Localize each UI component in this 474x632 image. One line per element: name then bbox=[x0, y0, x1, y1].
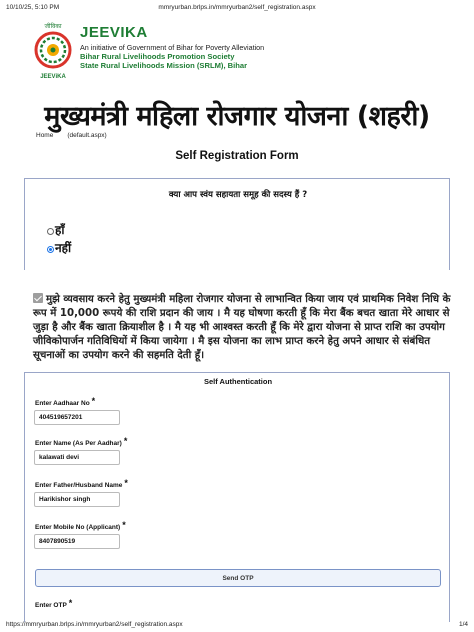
footer-url: https://mmryurban.brlps.in/mmryurban2/self_registration.aspx bbox=[6, 621, 183, 628]
otp-label bbox=[35, 599, 72, 609]
brand-mission: State Rural Livelihoods Mission (SRLM), Bihar bbox=[80, 61, 248, 70]
aadhaar-input[interactable]: 404519657201 bbox=[34, 410, 120, 425]
jeevika-emblem-icon bbox=[30, 20, 76, 84]
name-label-text: Enter Name (As Per Aadhar) bbox=[35, 440, 122, 447]
brand-name: JEEVIKA bbox=[80, 24, 148, 41]
required-mark: * bbox=[122, 520, 126, 530]
name-input[interactable]: kalawati devi bbox=[34, 450, 120, 465]
brand-tagline: An initiative of Government of Bihar for Poverty Alleviation bbox=[80, 43, 265, 52]
breadcrumb-current[interactable]: (default.aspx) bbox=[67, 132, 107, 139]
self-authentication-panel bbox=[24, 372, 450, 622]
mobile-input[interactable]: 8407890519 bbox=[34, 534, 120, 549]
consent-checkbox[interactable] bbox=[33, 293, 43, 303]
otp-label-text: Enter OTP bbox=[35, 602, 67, 609]
required-mark: * bbox=[124, 478, 128, 488]
radio-yes-label: हाँ bbox=[55, 223, 65, 237]
print-url: mmryurban.brlps.in/mmryurban2/self_registration.aspx bbox=[158, 4, 316, 11]
breadcrumb-home-link[interactable]: Home bbox=[36, 132, 54, 139]
send-otp-button[interactable]: Send OTP bbox=[35, 569, 441, 587]
name-label bbox=[35, 437, 127, 447]
auth-title: Self Authentication bbox=[203, 377, 273, 386]
page-title: मुख्यमंत्री महिला रोजगार योजना (शहरी) bbox=[44, 101, 430, 132]
radio-option-yes[interactable] bbox=[47, 221, 64, 238]
print-datetime: 10/10/25, 5:10 PM bbox=[6, 4, 60, 11]
required-mark: * bbox=[123, 436, 128, 446]
shg-question-panel bbox=[24, 178, 450, 270]
breadcrumb bbox=[36, 132, 107, 139]
brand-text bbox=[80, 24, 264, 70]
mobile-label-text: Enter Mobile No (Applicant) bbox=[35, 524, 121, 531]
required-mark: * bbox=[68, 598, 73, 608]
aadhaar-label bbox=[35, 397, 95, 407]
required-mark: * bbox=[91, 396, 96, 406]
print-footer bbox=[0, 620, 474, 632]
consent-declaration bbox=[33, 292, 451, 363]
radio-no[interactable] bbox=[47, 246, 54, 253]
form-title: Self Registration Form bbox=[175, 150, 299, 162]
radio-option-no[interactable] bbox=[47, 239, 71, 256]
brand-header bbox=[30, 20, 450, 84]
mobile-label bbox=[35, 521, 126, 531]
logo-bottom-text: JEEViKA bbox=[40, 74, 66, 80]
aadhaar-label-text: Enter Aadhaar No bbox=[35, 400, 90, 407]
radio-yes[interactable] bbox=[47, 228, 54, 235]
print-header bbox=[0, 0, 474, 14]
father-label-text: Enter Father/Husband Name bbox=[35, 482, 123, 489]
shg-question: क्या आप स्वंय सहायता समूह की सदस्य हैं ? bbox=[168, 190, 308, 200]
footer-page-number: 1/4 bbox=[458, 621, 468, 628]
jeevika-logo[interactable] bbox=[30, 20, 76, 84]
brand-society: Bihar Rural Livelihoods Promotion Society bbox=[80, 52, 235, 61]
consent-text: मुझे व्यवसाय करने हेतु मुख्यमंत्री महिला रोजगार योजना से लाभान्वित किया जाय एवं प्राथमिक निवेश निधि के रूप में 10,000 रूपये की राशि प्रदान की जाय । मै यह घोषणा करती हूँ कि मेरा बैंक बचत खाता मेरे आधार से जुड़ा है और बैंक खाता क्रियाशील है । मै यह भी आश्वस्त करती हूँ कि मेरे द्वारा योजना से प्राप्त राशि का उपयोग जीविकोपार्जन गतिविधियों में किया जायेगा । मै इस योजना का लाभ प्राप्त करने हेतु अपने आधार से संबंधित सूचनाओं का उपयोग करने की सहमति देती हूँ। bbox=[33, 294, 451, 361]
radio-no-label: नहीं bbox=[55, 241, 72, 255]
father-label bbox=[35, 479, 128, 489]
father-name-input[interactable]: Harikishor singh bbox=[34, 492, 120, 507]
logo-top-text: जीविका bbox=[44, 23, 62, 30]
